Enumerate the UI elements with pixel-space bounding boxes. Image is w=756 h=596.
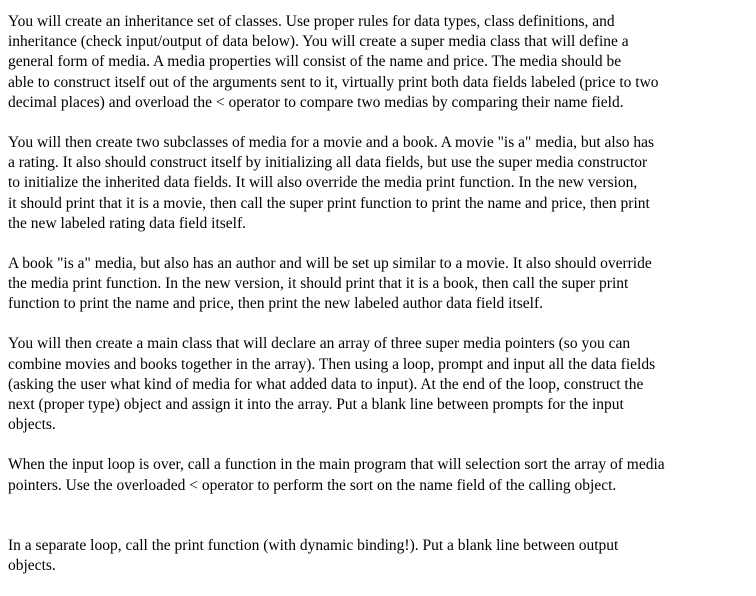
text-line: You will create an inheritance set of classes. Use proper rules for data types, class definitions, and [8,13,615,30]
text-line: A book "is a" media, but also has an author and will be set up similar to a movie. It also should override [8,254,652,272]
document-body [8,12,748,596]
text-line: decimal places) and overload the < operator to compare two medias by comparing their name field. [8,93,624,111]
paragraph-print-loop [8,536,748,576]
text-line: When the input loop is over, call a function in the main program that will selection sort the array of media [8,456,665,474]
paragraph-movie-subclass [8,133,748,234]
paragraph-main-class [8,334,748,435]
text-line: the media print function. In the new version, it should print that it is a book, then call the super print [8,275,629,293]
text-line: You will then create two subclasses of media for a movie and a book. A movie "is a" media, but also has [8,133,655,151]
text-line: function to print the name and price, then print the new labeled author data field itself. [8,295,543,313]
paragraph-selection-sort [8,455,748,495]
paragraph-media-class [8,12,748,113]
text-line: next (proper type) object and assign it into the array. Put a blank line between prompts for the input [8,396,624,413]
text-line: In a separate loop, call the print function (with dynamic binding!). Put a blank line between output [8,536,619,554]
text-line: the new labeled rating data field itself. [8,214,247,232]
text-line: inheritance (check input/output of data below). You will create a super media class that will define a [8,33,629,51]
text-line: combine movies and books together in the array). Then using a loop, prompt and input all the data fields [8,355,656,373]
text-line: objects. [8,556,56,574]
paragraph-book-subclass [8,254,748,315]
text-line: You will then create a main class that will declare an array of three super media pointers (so you can [8,335,631,353]
text-line: (asking the user what kind of media for what added data to input). At the end of the loop, construct the [8,375,644,393]
text-line: general form of media. A media properties will consist of the name and price. The media should be [8,53,622,71]
text-line: objects. [8,416,56,434]
text-line: to initialize the inherited data fields. It will also override the media print function. In the new version, [8,174,638,192]
text-line: it should print that it is a movie, then call the super print function to print the name and price, then print [8,194,650,212]
text-line: able to construct itself out of the arguments sent to it, virtually print both data fields labeled (price to two [8,73,659,91]
text-line: a rating. It also should construct itself by initializing all data fields, but use the super media constructor [8,154,648,172]
text-line: pointers. Use the overloaded < operator to perform the sort on the name field of the calling object. [8,476,617,494]
